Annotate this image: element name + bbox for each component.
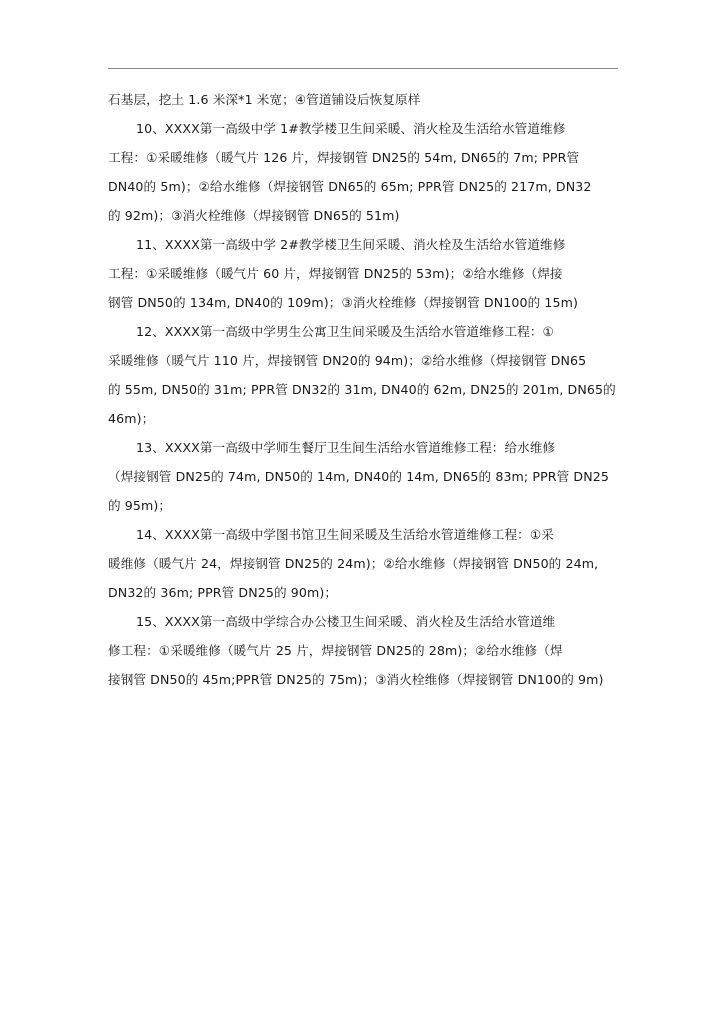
header-rule (108, 68, 618, 69)
text-line: 采暖维修（暖气片 110 片，焊接钢管 DN20的 94m)；②给水维修（焊接钢管 DN65 (108, 353, 587, 368)
text-line: 石基层，挖土 1.6 米深*1 米宽；④管道铺设后恢复原样 (108, 92, 421, 107)
text-line: 13、XXXX第一高级中学师生餐厅卫生间生活给水管道维修工程：给水维修 (136, 440, 556, 455)
text-line: 的 55m, DN50的 31m; PPR管 DN32的 31m, DN40的 62m, DN25的 201m, DN65的 (108, 382, 616, 397)
text-line: 钢管 DN50的 134m, DN40的 109m)；③消火栓维修（焊接钢管 DN100的 15m) (108, 295, 578, 310)
text-line: 46m)； (108, 411, 155, 426)
text-line: 的 95m)； (108, 498, 172, 513)
text-line: （焊接钢管 DN25的 74m, DN50的 14m, DN40的 14m, DN65的 83m; PPR管 DN25 (108, 469, 609, 484)
document-body (108, 85, 618, 694)
text-line: 10、XXXX第一高级中学 1#教学楼卫生间采暖、消火栓及生活给水管道维修 (136, 121, 566, 136)
text-line: 暖维修（暖气片 24，焊接钢管 DN25的 24m)；②给水维修（焊接钢管 DN50的 24m, (108, 556, 599, 571)
text-line: 14、XXXX第一高级中学图书馆卫生间采暖及生活给水管道维修工程：①采 (136, 527, 554, 542)
text-line: 11、XXXX第一高级中学 2#教学楼卫生间采暖、消火栓及生活给水管道维修 (136, 237, 566, 252)
text-line: 工程：①采暖维修（暖气片 60 片，焊接钢管 DN25的 53m)；②给水维修（焊接 (108, 266, 563, 281)
text-line: 的 92m)；③消火栓维修（焊接钢管 DN65的 51m) (108, 208, 400, 223)
text-line: 接钢管 DN50的 45m;PPR管 DN25的 75m)；③消火栓维修（焊接钢管 DN100的 9m) (108, 672, 604, 687)
text-line: 修工程：①采暖维修（暖气片 25 片，焊接钢管 DN25的 28m)；②给水维修（焊 (108, 643, 563, 658)
text-line: DN32的 36m; PPR管 DN25的 90m)； (108, 585, 338, 600)
text-line: DN40的 5m)；②给水维修（焊接钢管 DN65的 65m; PPR管 DN25的 217m, DN32 (108, 179, 592, 194)
text-line: 15、XXXX第一高级中学综合办公楼卫生间采暖、消火栓及生活给水管道维 (136, 614, 556, 629)
text-line: 12、XXXX第一高级中学男生公寓卫生间采暖及生活给水管道维修工程：① (136, 324, 554, 339)
text-line: 工程：①采暖维修（暖气片 126 片，焊接钢管 DN25的 54m, DN65的 7m; PPR管 (108, 150, 580, 165)
